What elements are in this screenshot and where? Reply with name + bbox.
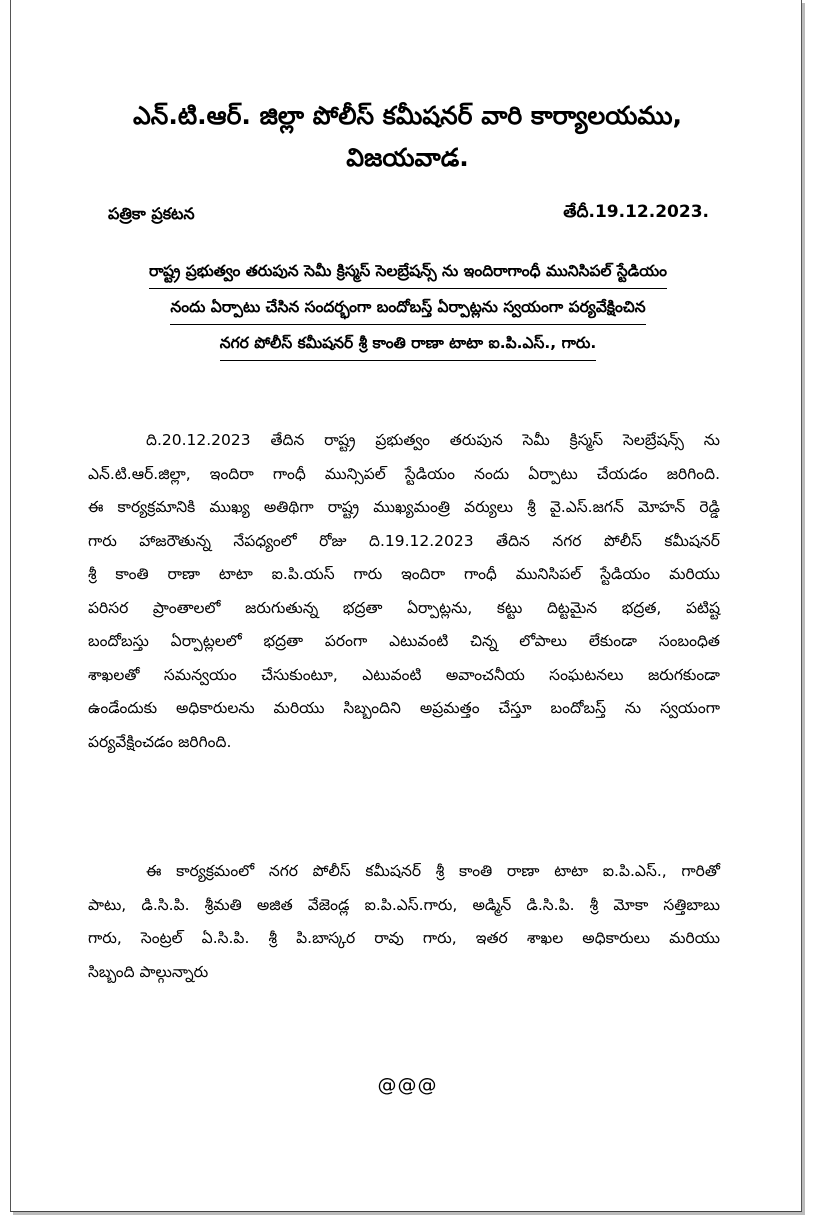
paragraph-line: ఈ కార్యక్రమంలో నగర పోలీస్ కమీషనర్ శ్రీ కాంతి రాణా టాటా ఐ.పి.ఎస్., గారితో — [146, 862, 720, 880]
subject-line-text: నందు ఏర్పాటు చేసిన సందర్భంగా బందోబస్త్ ఏర్పాట్లను స్వయంగా పర్యవేక్షించిన — [170, 292, 645, 325]
paragraph-line: పరిసర ప్రాంతాలలో జరుగుతున్న భద్రతా ఏర్పాట్లను, కట్టు దిట్టమైన భద్రత, పటిష్ట — [88, 598, 720, 617]
header-city: విజయవాడ. — [346, 143, 469, 172]
paragraph-line: శ్రీ కాంతి రాణా టాటా ఐ.పి.యస్ గారు ఇందిరా గాంధీ మునిసిపల్ స్టేడియం మరియు — [88, 565, 720, 583]
paragraph-line: గారు హాజరౌతున్న నేపధ్యంలో రోజు ది.19.12.2023 తేదిన నగర పోలీస్ కమీషనర్ — [88, 531, 720, 550]
subject-heading — [98, 256, 718, 364]
paragraph-line: గారు, సెంట్రల్ ఏ.సి.పి. శ్రీ పి.బాస్కర రావు గారు, ఇతర శాఖల అధికారులు మరియు — [88, 929, 720, 947]
paragraph-line: ఈ కార్యక్రమానికి ముఖ్య అతిథిగా రాష్ట్ర ముఖ్యమంత్రి వర్యులు శ్రీ వై.ఎస్.జగన్ మోహన్ రెడ్డి — [88, 498, 720, 516]
subject-line — [98, 292, 718, 328]
paragraph-line: పాటు, డి.సి.పి. శ్రీమతి అజిత వేజెండ్ల ఐ.పి.ఎస్.గారు, అడ్మిన్ డి.సి.పి. శ్రీ మోకా సత్తిబాబు — [88, 895, 720, 914]
paragraph-line: శాఖలతో సమన్వయం చేసుకుంటూ, ఎటువంటి అవాంచనీయ సంఘటనలు జరుగకుండా — [88, 665, 720, 684]
press-release-label: పత్రికా ప్రకటన — [108, 204, 195, 223]
paragraph-line: ఎన్.టి.ఆర్.జిల్లా, ఇందిరా గాంధీ మున్సిపల్ స్టేడియం నందు ఏర్పాటు చేయడం జరిగింది. — [88, 464, 720, 483]
body-paragraph-2 — [88, 855, 720, 989]
press-release-date: తేదీ.19.12.2023. — [563, 202, 709, 222]
subject-line-text: నగర పోలీస్ కమీషనర్ శ్రీ కాంతి రాణా టాటా ఐ.పి.ఎస్., గారు. — [220, 328, 597, 361]
paragraph-line: బందోబస్తు ఏర్పాట్లలలో భద్రతా పరంగా ఎటువంటి చిన్న లోపాలు లేకుండా సంబంధిత — [88, 632, 720, 650]
paragraph-line: ది.20.12.2023 తేదిన రాష్ట్ర ప్రభుత్వం తరుపున సెమీ క్రిస్మస్ సెలబ్రేషన్స్ ను — [146, 431, 720, 449]
subject-line — [98, 328, 718, 364]
header-office-name: ఎన్.టి.ఆర్. జిల్లా పోలీస్ కమీషనర్ వారి కార్యాలయము, — [133, 101, 682, 130]
paragraph-line: ఉండేందుకు అధికారులను మరియు సిబ్బందిని అప్రమత్తం చేస్తూ బందోబస్త్ ను స్వయంగా — [88, 699, 720, 717]
subject-line-text: రాష్ట్ర ప్రభుత్వం తరుపున సెమీ క్రిస్మస్ సెలబ్రేషన్స్ ను ఇందిరాగాంధీ మునిసిపల్ స్టేడియం — [149, 256, 667, 289]
paragraph-line: సిబ్బంది పాల్గున్నారు — [88, 962, 209, 981]
subject-line — [98, 256, 718, 292]
end-mark: @@@ — [377, 1074, 438, 1096]
paragraph-line: పర్యవేక్షించడం జరిగింది. — [88, 732, 232, 751]
body-paragraph-1 — [88, 424, 720, 759]
